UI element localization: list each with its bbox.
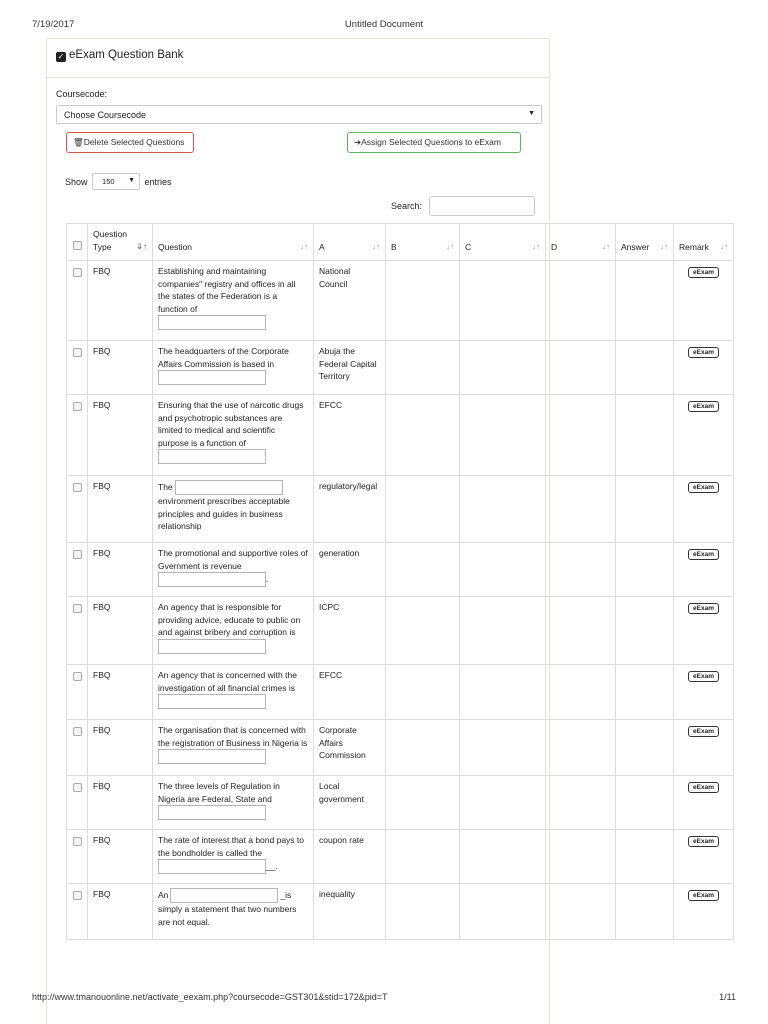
page-url: http://www.tmanouonline.net/activate_eexam.php?coursecode=GST301&stid=172&pid=T: [32, 992, 388, 1002]
cell-question-type: [88, 830, 153, 884]
eexam-button[interactable]: eExam: [688, 482, 719, 493]
row-checkbox-cell[interactable]: [67, 395, 88, 476]
table-row: [67, 665, 734, 720]
cell-remark: [674, 476, 734, 543]
question-text: An agency that is concerned with the investigation of all financial crimes is: [158, 670, 297, 693]
table-row: [67, 597, 734, 665]
question-text: An: [158, 889, 169, 900]
delete-selected-button[interactable]: 🗑Delete Selected Questions: [66, 132, 194, 153]
cell-option-c: [460, 597, 546, 665]
table-row: [67, 395, 734, 476]
sort-icon: ↓↑: [372, 241, 380, 251]
coursecode-label: Coursecode:: [56, 89, 108, 99]
cell-question-type: [88, 341, 153, 395]
cell-option-b: [386, 776, 460, 830]
option-a-text: inequality: [319, 889, 355, 899]
cell-option-c: [460, 543, 546, 597]
row-checkbox[interactable]: [73, 550, 82, 559]
cell-option-a: [314, 395, 386, 476]
cell-option-b: [386, 884, 460, 940]
row-checkbox-cell[interactable]: [67, 830, 88, 884]
column-header-remark[interactable]: Remark ↓↑: [674, 224, 734, 261]
option-a-text: regulatory/legal: [319, 481, 378, 491]
question-type-text: FBQ: [93, 266, 111, 276]
cell-option-a: [314, 261, 386, 341]
cell-option-answer: [616, 830, 674, 884]
show-label: Show: [65, 176, 88, 187]
cell-option-c: [460, 261, 546, 341]
row-checkbox[interactable]: [73, 483, 82, 492]
option-a-text: EFCC: [319, 400, 343, 410]
cell-option-d: [546, 597, 616, 665]
answer-blank-field[interactable]: [158, 370, 266, 385]
cell-remark: [674, 597, 734, 665]
question-type-text: FBQ: [93, 548, 111, 558]
option-a-text: Abuja the Federal Capital Territory: [319, 346, 377, 381]
cell-option-b: [386, 395, 460, 476]
row-checkbox-cell[interactable]: [67, 476, 88, 543]
cell-question-type: [88, 543, 153, 597]
question-text: The promotional and supportive roles of Gvernment is revenue: [158, 548, 308, 571]
question-text: Ensuring that the use of narcotic drugs and psychotropic substances are limited to medical and scientific purpose is a function of: [158, 400, 304, 448]
question-text-after: __.: [266, 860, 278, 871]
entries-value: 150: [102, 177, 115, 186]
cell-option-b: [386, 830, 460, 884]
entries-label: entries: [144, 176, 172, 187]
sort-icon: ↓↑: [720, 241, 728, 251]
question-type-text: FBQ: [93, 400, 111, 410]
document-title: Untitled Document: [344, 19, 424, 30]
cell-option-c: [460, 341, 546, 395]
row-checkbox[interactable]: [73, 837, 82, 846]
coursecode-selected-value: Choose Coursecode: [64, 110, 147, 120]
option-a-text: coupon rate: [319, 835, 364, 845]
answer-blank-field[interactable]: [170, 888, 278, 903]
page-number: 1/11: [719, 992, 736, 1002]
sort-icon: ↓↑: [532, 241, 540, 251]
cell-option-d: [546, 776, 616, 830]
cell-option-b: [386, 341, 460, 395]
cell-option-a: [314, 597, 386, 665]
row-checkbox-cell[interactable]: [67, 665, 88, 720]
answer-blank-field[interactable]: [158, 805, 266, 820]
cell-question: [153, 597, 314, 665]
answer-blank-field[interactable]: [158, 859, 266, 874]
search-input[interactable]: [429, 196, 535, 216]
column-header-b[interactable]: B ↓↑: [386, 224, 460, 261]
panel-heading: [47, 39, 549, 78]
cell-question-type: [88, 261, 153, 341]
option-a-text: Corporate Affairs Commission: [319, 725, 366, 760]
table-row: [67, 543, 734, 597]
cell-question: [153, 884, 314, 940]
eexam-button[interactable]: eExam: [688, 782, 719, 793]
cell-option-d: [546, 341, 616, 395]
row-checkbox[interactable]: [73, 268, 82, 277]
row-checkbox[interactable]: [73, 727, 82, 736]
cell-question-type: [88, 665, 153, 720]
cell-option-b: [386, 261, 460, 341]
cell-option-c: [460, 720, 546, 776]
cell-option-b: [386, 665, 460, 720]
cell-question: [153, 261, 314, 341]
search-label: Search:: [391, 201, 423, 211]
cell-option-answer: [616, 476, 674, 543]
questions-table: [66, 223, 734, 940]
cell-option-a: [314, 776, 386, 830]
sort-icon: ↓↑: [446, 241, 454, 251]
cell-option-c: [460, 884, 546, 940]
cell-remark: [674, 543, 734, 597]
cell-option-a: [314, 341, 386, 395]
select-all-checkbox[interactable]: [73, 241, 82, 250]
search-control: [391, 196, 535, 216]
option-a-text: National Council: [319, 266, 351, 289]
row-checkbox[interactable]: [73, 672, 82, 681]
cell-option-a: [314, 720, 386, 776]
row-checkbox-cell[interactable]: [67, 341, 88, 395]
cell-option-b: [386, 476, 460, 543]
question-text-after: .: [266, 573, 269, 584]
cell-option-d: [546, 476, 616, 543]
eexam-button[interactable]: eExam: [688, 347, 719, 358]
print-header: [32, 19, 736, 31]
row-checkbox-cell[interactable]: [67, 776, 88, 830]
row-checkbox-cell[interactable]: [67, 543, 88, 597]
question-text-after: environment prescribes acceptable principles and guides in business relationship: [158, 496, 290, 531]
question-type-text: FBQ: [93, 346, 111, 356]
cell-question: [153, 665, 314, 720]
coursecode-select[interactable]: [56, 105, 542, 124]
row-checkbox[interactable]: [73, 604, 82, 613]
question-text: The headquarters of the Corporate Affairs Commission is based in: [158, 346, 289, 369]
cell-option-d: [546, 830, 616, 884]
cell-remark: [674, 884, 734, 940]
caret-down-icon: ▼: [528, 110, 535, 117]
cell-question: [153, 395, 314, 476]
questions-table-wrapper: [66, 223, 733, 940]
question-text: An agency that is responsible for providing advice, educate to public on and against bribery and corruption is: [158, 602, 301, 637]
cell-option-answer: [616, 543, 674, 597]
question-type-text: FBQ: [93, 725, 111, 735]
row-checkbox-cell[interactable]: [67, 884, 88, 940]
cell-option-a: [314, 884, 386, 940]
question-type-text: FBQ: [93, 889, 111, 899]
cell-option-b: [386, 543, 460, 597]
cell-question-type: [88, 395, 153, 476]
cell-option-c: [460, 476, 546, 543]
cell-option-c: [460, 776, 546, 830]
eexam-button[interactable]: eExam: [688, 836, 719, 847]
cell-question: [153, 776, 314, 830]
eexam-button[interactable]: eExam: [688, 890, 719, 901]
question-text: The rate of interest that a bond pays to the bondholder is called the: [158, 835, 305, 858]
eexam-button[interactable]: eExam: [688, 671, 719, 682]
column-header-a[interactable]: A ↓↑: [314, 224, 386, 261]
table-row: [67, 830, 734, 884]
cell-option-d: [546, 395, 616, 476]
cell-option-d: [546, 261, 616, 341]
cell-option-a: [314, 476, 386, 543]
cell-question-type: [88, 476, 153, 543]
table-row: [67, 341, 734, 395]
sort-icon: ↓↑: [602, 241, 610, 251]
cell-question: [153, 830, 314, 884]
cell-option-c: [460, 395, 546, 476]
eexam-button[interactable]: eExam: [688, 267, 719, 278]
row-checkbox-cell[interactable]: [67, 261, 88, 341]
entries-length-control: [65, 173, 172, 190]
cell-option-c: [460, 830, 546, 884]
question-text: Establishing and maintaining companies" registry and offices in all the states of the Federation is a function of: [158, 266, 296, 314]
cell-option-d: [546, 543, 616, 597]
select-all-checkbox-cell[interactable]: [67, 224, 88, 261]
option-a-text: EFCC: [319, 670, 343, 680]
row-checkbox[interactable]: [73, 402, 82, 411]
question-text-after: _is simply a statement that two numbers are not equal.: [158, 889, 297, 927]
row-checkbox[interactable]: [73, 783, 82, 792]
cell-question: [153, 543, 314, 597]
question-type-text: FBQ: [93, 781, 111, 791]
cell-option-answer: [616, 395, 674, 476]
eexam-button[interactable]: eExam: [688, 603, 719, 614]
cell-option-d: [546, 720, 616, 776]
cell-option-answer: [616, 776, 674, 830]
table-row: [67, 720, 734, 776]
cell-option-answer: [616, 665, 674, 720]
cell-option-answer: [616, 261, 674, 341]
table-row: [67, 476, 734, 543]
cell-question-type: [88, 884, 153, 940]
column-header-c[interactable]: C ↓↑: [460, 224, 546, 261]
print-footer: [32, 992, 736, 1004]
answer-blank-field[interactable]: [158, 315, 266, 330]
option-a-text: ICPC: [319, 602, 340, 612]
eexam-button[interactable]: eExam: [688, 401, 719, 412]
cell-option-d: [546, 884, 616, 940]
table-row: [67, 261, 734, 341]
sort-icon: ↓↑: [660, 241, 668, 251]
cell-remark: [674, 720, 734, 776]
cell-option-b: [386, 597, 460, 665]
row-checkbox[interactable]: [73, 891, 82, 900]
print-date: 7/19/2017: [32, 19, 75, 30]
cell-option-d: [546, 665, 616, 720]
cell-option-b: [386, 720, 460, 776]
cell-remark: [674, 776, 734, 830]
question-text: The organisation that is concerned with the registration of Business in Nigeria is: [158, 725, 308, 748]
row-checkbox-cell[interactable]: [67, 597, 88, 665]
question-type-text: FBQ: [93, 602, 111, 612]
cell-option-answer: [616, 720, 674, 776]
cell-question-type: [88, 720, 153, 776]
sort-icon: ↓↑: [300, 241, 308, 251]
cell-question: [153, 720, 314, 776]
panel-title: eExam Question Bank: [69, 49, 184, 61]
cell-option-a: [314, 543, 386, 597]
cell-question: [153, 341, 314, 395]
cell-remark: [674, 341, 734, 395]
column-header-answer[interactable]: Answer ↓↑: [616, 224, 674, 261]
eexam-button[interactable]: eExam: [688, 726, 719, 737]
cell-option-answer: [616, 597, 674, 665]
row-checkbox[interactable]: [73, 348, 82, 357]
answer-blank-field[interactable]: [158, 749, 266, 764]
column-header-type[interactable]: Question Type ⇓↑: [88, 224, 153, 261]
question-text: The three levels of Regulation in Nigeria are Federal, State and: [158, 781, 280, 804]
cell-remark: [674, 395, 734, 476]
cell-question: [153, 476, 314, 543]
cell-option-a: [314, 665, 386, 720]
cell-remark: [674, 830, 734, 884]
row-checkbox-cell[interactable]: [67, 720, 88, 776]
question-text: The: [158, 481, 173, 492]
cell-question-type: [88, 597, 153, 665]
question-type-text: FBQ: [93, 481, 111, 491]
answer-blank-field[interactable]: [175, 480, 283, 495]
cell-option-answer: [616, 884, 674, 940]
question-type-text: FBQ: [93, 670, 111, 680]
assign-selected-button[interactable]: ➔Assign Selected Questions to eExam: [347, 132, 521, 153]
answer-blank-field[interactable]: [158, 639, 266, 654]
table-row: [67, 776, 734, 830]
answer-blank-field[interactable]: [158, 449, 266, 464]
eexam-button[interactable]: eExam: [688, 549, 719, 560]
sort-asc-icon: ⇓↑: [136, 241, 147, 251]
table-row: [67, 884, 734, 940]
cell-remark: [674, 261, 734, 341]
cell-option-c: [460, 665, 546, 720]
cell-remark: [674, 665, 734, 720]
column-header-d[interactable]: D ↓↑: [546, 224, 616, 261]
answer-blank-field[interactable]: [158, 694, 266, 709]
caret-down-icon: ▼: [128, 177, 136, 184]
cell-option-answer: [616, 341, 674, 395]
option-a-text: generation: [319, 548, 360, 558]
table-header-row: [67, 224, 734, 261]
entries-select[interactable]: [92, 173, 140, 190]
checked-box-icon: ✓: [57, 52, 65, 61]
cell-question-type: [88, 776, 153, 830]
question-type-text: FBQ: [93, 835, 111, 845]
answer-blank-field[interactable]: [158, 572, 269, 587]
option-a-text: Local government: [319, 781, 364, 804]
cell-option-a: [314, 830, 386, 884]
column-header-question[interactable]: Question ↓↑: [153, 224, 314, 261]
